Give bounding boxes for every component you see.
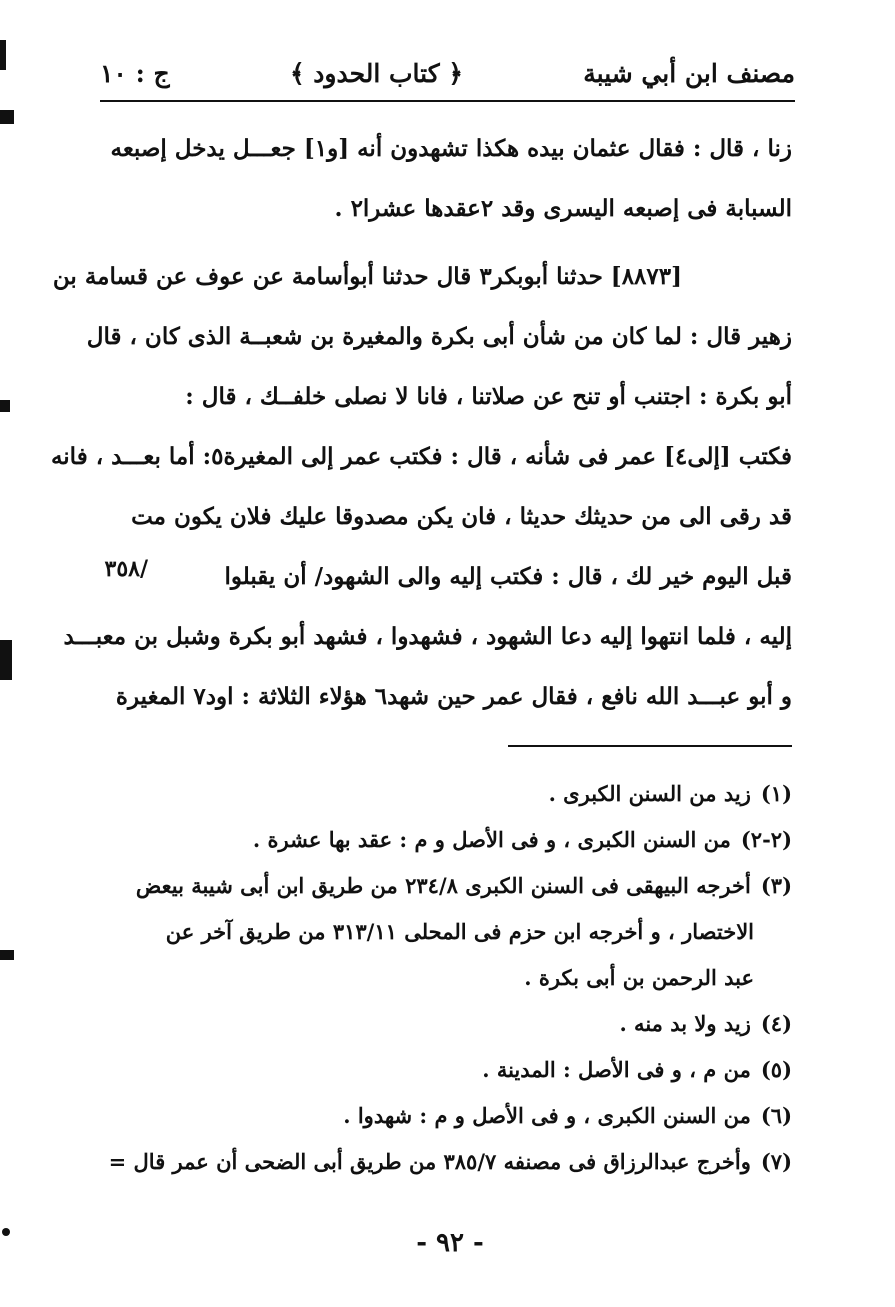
text-line: أبو بكرة : اجتنب أو تنح عن صلاتنا ، فانا لا نصلى خلفــك ، قال : — [185, 382, 792, 410]
footnote-text: أخرجه البيهقى فى السنن الكبرى ٢٣٤/٨ من طريق ابن أبى شيبة بيعض — [135, 872, 751, 898]
footnote-number: (٤) — [760, 1010, 792, 1036]
text-line: فكتب [إلى٤] عمر فى شأنه ، قال : فكتب عمر إلى المغيرة٥: أما بعـــد ، فانه — [50, 442, 792, 470]
footnote-item — [110, 770, 792, 816]
text-line: إليه ، فلما انتهوا إليه دعا الشهود ، فشهدوا ، فشهد أبو بكرة وشبل بن معبـــد — [63, 622, 792, 650]
footnote-text: وأخرج عبدالرزاق فى مصنفه ٣٨٥/٧ من طريق أبى الضحى أن عمر قال = — [108, 1148, 751, 1174]
footnote-item — [110, 1000, 792, 1046]
footnote-item — [110, 1046, 792, 1092]
footnote-item — [110, 862, 792, 908]
footnote-text: زيد من السنن الكبرى . — [548, 780, 751, 806]
scan-edge-mark — [0, 950, 14, 960]
footnote-number: (٢-٢) — [740, 826, 792, 852]
footnote-continuation — [110, 908, 792, 954]
scan-edge-mark — [2, 1228, 10, 1236]
page-number: - ٩٢ - — [416, 1228, 484, 1258]
page-reference-note: /٣٥٨ — [104, 556, 148, 582]
running-header — [100, 48, 795, 98]
text-line: [٨٨٧٣] حدثنا أبوبكر٣ قال حدثنا أبوأسامة عن عوف عن قسامة بن — [52, 262, 682, 290]
footnote-text: من م ، و فى الأصل : المدينة . — [482, 1056, 751, 1082]
text-line: زنا ، قال : فقال عثمان بيده هكذا تشهدون أنه [و١] جعـــل يدخل إصبعه — [110, 134, 792, 162]
footnote-item — [110, 1092, 792, 1138]
text-line: السبابة فى إصبعه اليسرى وقد ٢عقدها عشرا٢ . — [334, 194, 792, 222]
volume-number: ج : ١٠ — [100, 58, 170, 88]
footnote-continuation — [110, 954, 792, 1000]
footnote-text: من السنن الكبرى ، و فى الأصل و م : عقد بها عشرة . — [252, 826, 731, 852]
footnote-rule — [508, 745, 792, 747]
text-line: قد رقى الى من حديثك حديثا ، فان يكن مصدوقا عليك فلان يكون مت — [131, 502, 792, 530]
scan-edge-mark — [0, 110, 14, 124]
footnote-number: (٧) — [760, 1148, 792, 1174]
footnote-text: عبد الرحمن بن أبى بكرة . — [524, 964, 754, 990]
text-line: و أبو عبـــد الله نافع ، فقال عمر حين شهد٦ هؤلاء الثلاثة : اود٧ المغيرة — [115, 682, 792, 710]
footnotes — [110, 770, 792, 1184]
footnote-text: الاختصار ، و أخرجه ابن حزم فى المحلى ٣١٣/١١ من طريق آخر عن — [165, 918, 754, 944]
scan-edge-mark — [0, 400, 10, 412]
text-line: زهير قال : لما كان من شأن أبى بكرة والمغيرة بن شعبــة الذى كان ، قال — [86, 322, 792, 350]
footnote-text: من السنن الكبرى ، و فى الأصل و م : شهدوا . — [343, 1102, 751, 1128]
text-line: قبل اليوم خير لك ، قال : فكتب إليه والى الشهود/ أن يقبلوا — [224, 562, 792, 590]
book-title: مصنف ابن أبي شيبة — [583, 58, 795, 88]
footnote-number: (١) — [760, 780, 792, 806]
chapter-title: ﴿ كتاب الحدود ﴾ — [289, 58, 463, 88]
footnote-text: زيد ولا بد منه . — [619, 1010, 751, 1036]
header-rule — [100, 100, 795, 102]
main-text — [50, 118, 792, 726]
footnote-number: (٦) — [760, 1102, 792, 1128]
footnote-item — [110, 816, 792, 862]
footnote-number: (٣) — [760, 872, 792, 898]
scan-edge-mark — [0, 40, 6, 70]
footnote-number: (٥) — [760, 1056, 792, 1082]
scan-edge-mark — [0, 640, 12, 680]
footnote-item — [110, 1138, 792, 1184]
